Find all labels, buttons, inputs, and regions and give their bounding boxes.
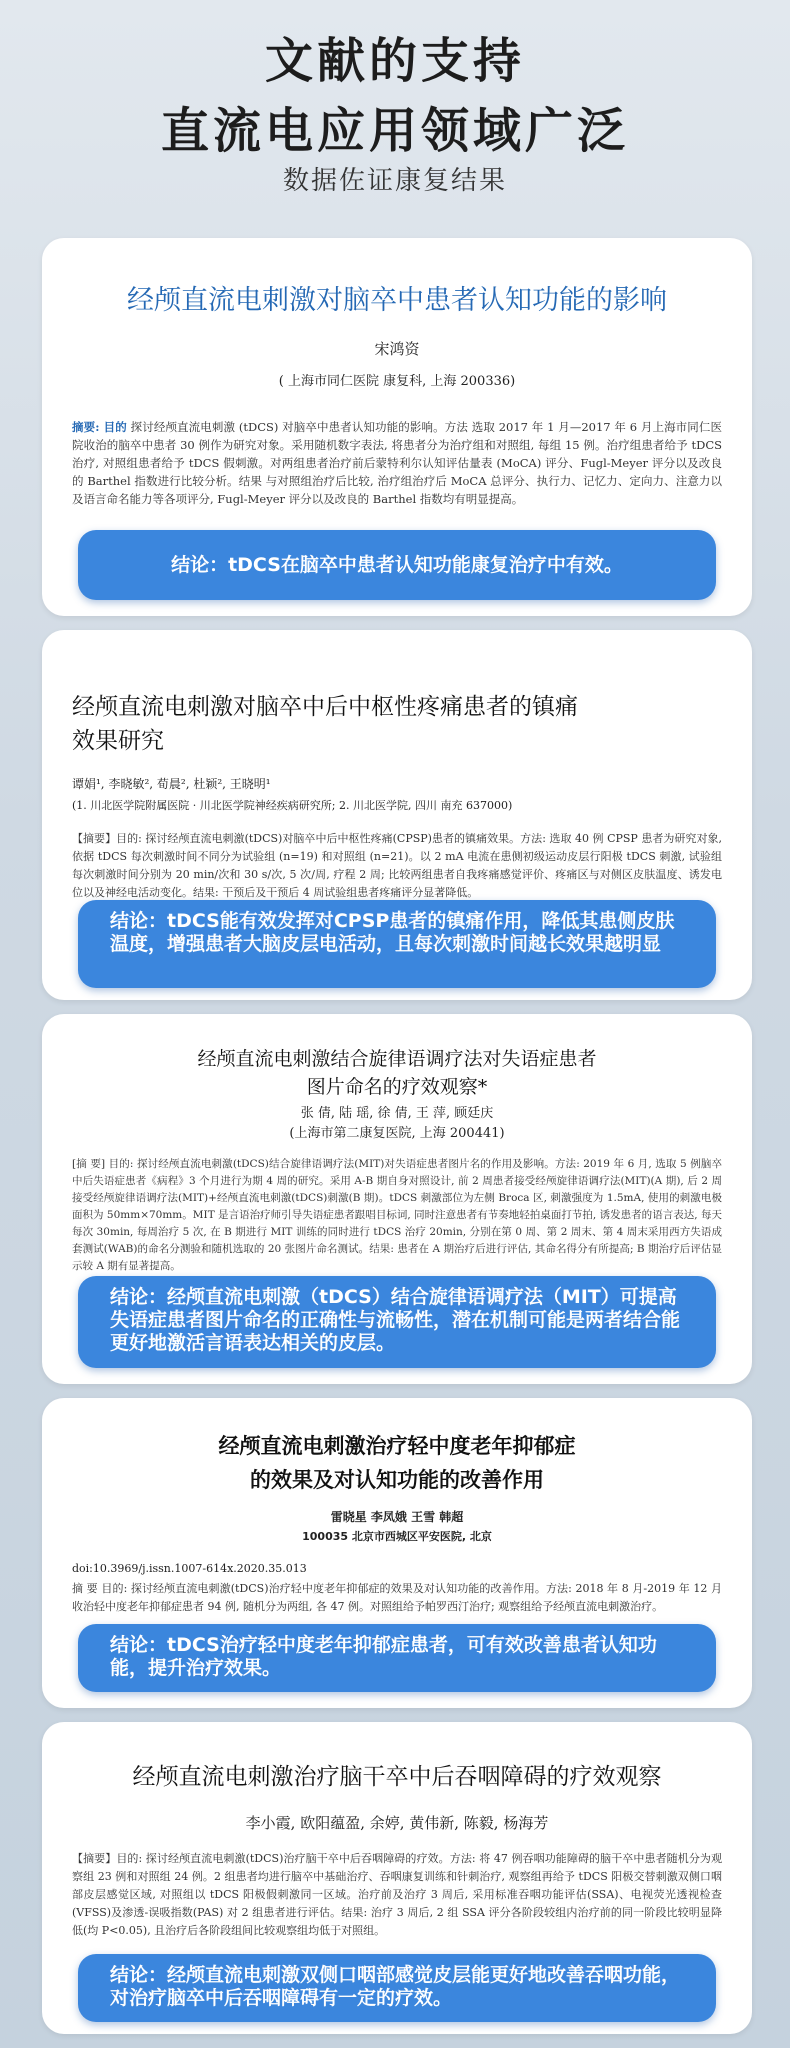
paper-card-4 [42,1398,752,1708]
conclusion-banner [78,900,716,988]
paper-title-line2: 图片命名的疗效观察* [306,1076,488,1098]
conclusion-text: 结论：tDCS治疗轻中度老年抑郁症患者，可有效改善患者认知功能，提升治疗效果。 [110,1634,657,1679]
paper-authors: 雷晓星 李凤娥 王雪 韩超 [330,1510,464,1524]
conclusion-text: 结论：经颅直流电刺激（tDCS）结合旋律语调疗法（MIT）可提高失语症患者图片命名的正确性与流畅性，潜在机制可能是两者结合能更好地激活言语表达相关的皮层。 [110,1286,681,1354]
abstract-text: 【摘要】目的: 探讨经颅直流电刺激(tDCS)治疗脑干卒中后吞咽障碍的疗效。方法: 将 47 例吞咽功能障碍的脑干卒中患者随机分为观察组 23 例和对照组 24 例。2 组患者均进行脑卒中基础治疗、吞咽康复训练和针刺治疗, 观察组再给予 tDCS 阳极交替刺激双侧口咽部皮层感觉区域, 对照组以 tDCS 阳极假刺激同一区域。治疗前及治疗 3 周后, 采用标准吞咽功能评估(SSA)、电视荧光透视检查(VFSS)及渗透-误吸指数(PAS) 对 2 组患者进行评估。结果: 治疗 3 周后, 2 组 SSA 评分各阶段较组内治疗前的同一阶段比较明显降低(均 P<0.05), 且治疗后各阶段组间比较观察组均低于对照组。 [72,1852,722,1937]
paper-authors: 张 倩, 陆 瑶, 徐 倩, 王 萍, 顾廷庆 [300,1106,494,1121]
paper-card-3 [42,1014,752,1384]
paper-title: 经颅直流电刺激对脑卒中患者认知功能的影响 [127,285,667,316]
paper-title-line1: 经颅直流电刺激结合旋律语调疗法对失语症患者 [197,1048,597,1070]
conclusion-banner [78,1624,716,1692]
paper-abstract [72,1850,722,1960]
paper-abstract [72,1580,722,1625]
abstract-text: 摘 要 目的: 探讨经颅直流电刺激(tDCS)治疗轻中度老年抑郁症的效果及对认知功能的改善作用。方法: 2018 年 8 月-2019 年 12 月收治轻中度老年抑郁症患者 94 例, 随机分为两组, 各 47 例。对照组给予帕罗西汀治疗; 观察组给予经颅直流电刺激治疗。 [72,1582,722,1613]
page-title-line1: 文献的支持 [264,33,525,89]
paper-authors: 谭娟¹, 李晓敏², 荀晨², 杜颖², 王晓明¹ [72,777,271,791]
conclusion-text: 结论：tDCS能有效发挥对CPSP患者的镇痛作用，降低其患侧皮肤温度，增强患者大脑皮层电活动，且每次刺激时间越长效果越明显 [110,910,675,955]
paper-card-5 [42,1722,752,2034]
paper-abstract [72,418,722,538]
header [0,0,790,215]
page-title-line2: 直流电应用领域广泛 [160,103,629,159]
conclusion-banner [78,1276,716,1368]
conclusion-banner [78,1954,716,2022]
paper-title-line1: 经颅直流电刺激对脑卒中后中枢性疼痛患者的镇痛 [72,694,578,720]
paper-title-line2: 的效果及对认知功能的改善作用 [250,1467,544,1492]
abstract-text: 探讨经颅直流电刺激 (tDCS) 对脑卒中患者认知功能的影响。方法 选取 2017 年 1 月—2017 年 6 月上海市同仁医院收治的脑卒中患者 30 例作为研究对象。采用随机数字表法, 将患者分为治疗组和对照组, 每组 15 例。治疗组患者给予 tDCS 治疗, 对照组患者给予 tDCS 假刺激。对两组患者治疗前后蒙特利尔认知评估量表 (MoCA) 评分、Fugl-Meyer 评分以及改良的 Barthel 指数进行比较分析。结果 与对照组治疗后比较, 治疗组治疗后 MoCA 总评分、执行力、记忆力、定向力、注意力以及语言命名能力等各项评分, Fugl-Meyer 评分以及改良的 Barthel 指数均有明显提高。 [72,420,722,506]
paper-affiliation: (1. 川北医学院附属医院 · 川北医学院神经疾病研究所; 2. 川北医学院, 四川 南充 637000) [72,799,513,812]
paper-card-2 [42,630,752,1000]
paper-authors: 宋鸿资 [374,340,420,358]
paper-authors: 李小霞, 欧阳蕴盈, 余婷, 黄伟新, 陈毅, 杨海芳 [245,1814,549,1832]
paper-card-1 [42,238,752,616]
paper-abstract [72,1156,722,1286]
paper-title-line1: 经颅直流电刺激治疗轻中度老年抑郁症 [218,1433,576,1458]
conclusion-banner [78,530,716,600]
page-subtitle: 数据佐证康复结果 [282,166,507,196]
paper-title-line2: 效果研究 [72,728,164,754]
paper-title: 经颅直流电刺激治疗脑干卒中后吞咽障碍的疗效观察 [132,1764,662,1790]
abstract-text: 【摘要】目的: 探讨经颅直流电刺激(tDCS)对脑卒中后中枢性疼痛(CPSP)患者的镇痛效果。方法: 选取 40 例 CPSP 患者为研究对象, 依据 tDCS 每次刺激时间不同分为试验组 (n=19) 和对照组 (n=21)。以 2 mA 电流在患侧初级运动皮层行阳极 tDCS 刺激, 试验组每次刺激时间分别为 20 min/次和 30 s/次, 5 次/周, 疗程 2 周; 比较两组患者自我疼痛感觉评价、疼痛区与对侧区皮肤温度、诱发电位以及神经电活动变化。结果: 干预后及干预后 4 周试验组患者疼痛评分显著降低。 [72,832,722,899]
paper-doi: doi:10.3969/j.issn.1007-614x.2020.35.013 [72,1562,307,1575]
conclusion-text: 结论：经颅直流电刺激双侧口咽部感觉皮层能更好地改善吞咽功能，对治疗脑卒中后吞咽障碍有一定的疗效。 [110,1964,681,2009]
conclusion-text: 结论：tDCS在脑卒中患者认知功能康复治疗中有效。 [171,553,623,576]
abstract-text: [摘 要] 目的: 探讨经颅直流电刺激(tDCS)结合旋律语调疗法(MIT)对失语症患者图片名的作用及影响。方法: 2019 年 6 月, 选取 5 例脑卒中后失语症患者《病程》3 个月进行为期 4 周的研究。采用 A-B 期自身对照设计, 前 2 周患者接受经颅旋律语调疗法(MIT)(A 期), 后 2 周接受经颅旋律语调疗法(MIT)+经颅直流电刺激(tDCS)刺激(B 期)。tDCS 刺激部位为左侧 Broca 区, 刺激强度为 1.5mA, 使用的刺激电极面积为 50mm×70mm。MIT 是言语治疗师引导失语症患者跟唱目标词, 同时注意患者有节奏地轻拍桌面打节拍, 诱发患者的语言表达, 每天每次 30min, 每周治疗 5 次, 在 B 期进行 MIT 训练的同时进行 tDCS 治疗 20min, 分别在第 0 周、第 2 周末、第 4 周末采用西方失语成套测试(WAB)的命名分测验和随机选取的 20 张图片命名测试。结果: 患者在 A 期治疗后进行评估, 其命名得分有所提高; B 期治疗后评估显示较 A 期有显著提高。 [72,1158,722,1272]
paper-affiliation: (上海市第二康复医院, 上海 200441) [289,1126,505,1141]
paper-affiliation: 100035 北京市西城区平安医院, 北京 [302,1530,492,1543]
paper-affiliation: ( 上海市同仁医院 康复科, 上海 200336) [278,374,516,389]
abstract-label: 摘要: 目的 [72,420,127,434]
